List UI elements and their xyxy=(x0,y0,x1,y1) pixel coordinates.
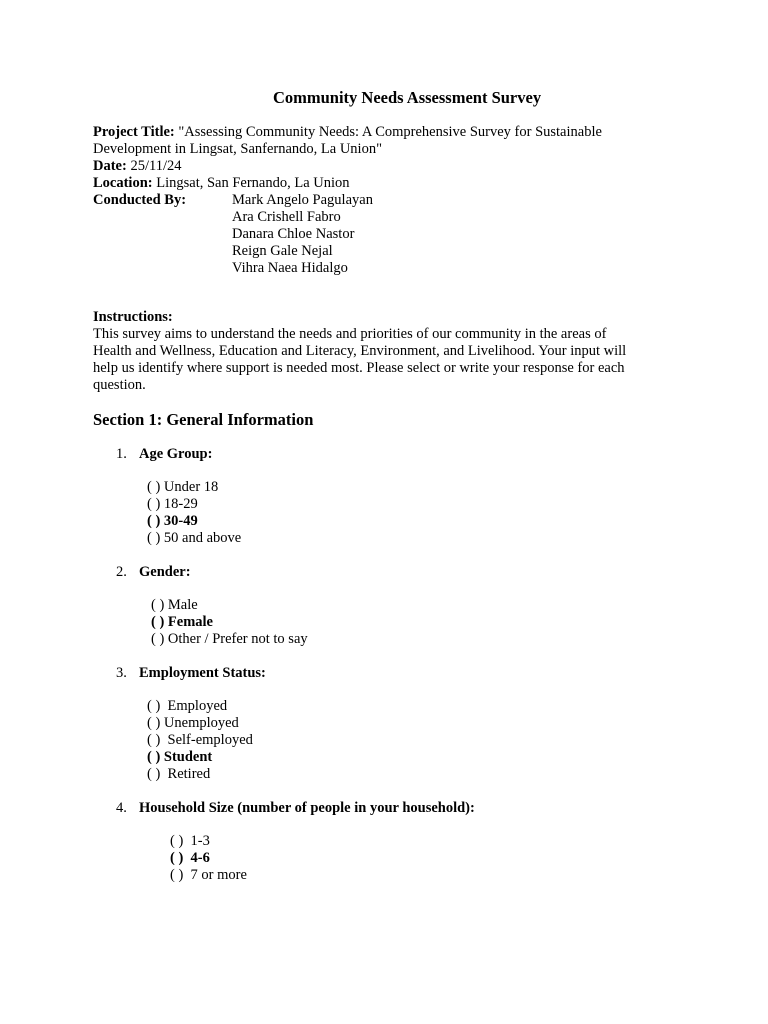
option-employed[interactable]: ( ) Employed xyxy=(147,698,228,714)
conducted-by-label: Conducted By: xyxy=(93,192,187,208)
option-under-18[interactable]: ( ) Under 18 xyxy=(147,479,219,495)
option-4-6-selected[interactable]: ( ) 4-6 xyxy=(170,850,210,866)
option-18-29[interactable]: ( ) 18-29 xyxy=(147,496,198,512)
conducted-by xyxy=(93,192,683,277)
project-title-line xyxy=(93,124,683,141)
researcher-name: Danara Chloe Nastor xyxy=(232,226,355,242)
project-title-label: Project Title: xyxy=(93,124,175,140)
option-30-49-selected[interactable]: ( ) 30-49 xyxy=(147,513,198,529)
researcher-name: Reign Gale Nejal xyxy=(232,243,333,259)
question-text: Employment Status: xyxy=(139,665,266,681)
document-title: Community Needs Assessment Survey xyxy=(272,88,542,107)
question-text: Gender: xyxy=(139,564,191,580)
instructions-block xyxy=(93,309,683,394)
date-value: 25/11/24 xyxy=(126,158,182,174)
question-number: 4. xyxy=(116,800,127,816)
instructions-text-line: Health and Wellness, Education and Literacy, Environment, and Livelihood. Your input will xyxy=(93,343,627,359)
option-1-3[interactable]: ( ) 1-3 xyxy=(170,833,210,849)
section-1-heading: Section 1: General Information xyxy=(93,410,314,429)
option-self-employed[interactable]: ( ) Self-employed xyxy=(147,732,253,748)
researcher-name: Vihra Naea Hidalgo xyxy=(232,260,348,276)
instructions-label: Instructions: xyxy=(93,309,173,325)
instructions-text-line: This survey aims to understand the needs and priorities of our community in the areas of xyxy=(93,326,607,342)
options-list xyxy=(151,597,308,648)
project-title-value: "Assessing Community Needs: A Comprehensive Survey for Sustainable xyxy=(174,124,602,140)
instructions-text-line: help us identify where support is needed most. Please select or write your response for each xyxy=(93,360,625,376)
question-number: 3. xyxy=(116,665,127,681)
options-list xyxy=(147,479,241,547)
option-other[interactable]: ( ) Other / Prefer not to say xyxy=(151,631,308,647)
option-retired[interactable]: ( ) Retired xyxy=(147,766,211,782)
location-label: Location: xyxy=(93,175,153,191)
question-text: Age Group: xyxy=(139,446,213,462)
date-line xyxy=(93,158,683,175)
options-list xyxy=(147,698,253,783)
option-50-and-above[interactable]: ( ) 50 and above xyxy=(147,530,242,546)
conducted-by-names xyxy=(232,192,373,277)
question-number: 1. xyxy=(116,446,127,462)
location-value: Lingsat, San Fernando, La Union xyxy=(152,175,350,191)
option-unemployed[interactable]: ( ) Unemployed xyxy=(147,715,239,731)
project-metadata xyxy=(93,124,683,277)
date-label: Date: xyxy=(93,158,127,174)
project-title-continuation: Development in Lingsat, Sanfernando, La Union" xyxy=(93,141,383,157)
question-number: 2. xyxy=(116,564,127,580)
option-male[interactable]: ( ) Male xyxy=(151,597,198,613)
option-7-or-more[interactable]: ( ) 7 or more xyxy=(170,867,247,883)
instructions-text-line: question. xyxy=(93,377,146,393)
question-text: Household Size (number of people in your household): xyxy=(139,800,475,816)
researcher-name: Ara Crishell Fabro xyxy=(232,209,341,225)
option-student-selected[interactable]: ( ) Student xyxy=(147,749,213,765)
options-list xyxy=(170,833,247,884)
option-female-selected[interactable]: ( ) Female xyxy=(151,614,213,630)
location-line xyxy=(93,175,683,192)
researcher-name: Mark Angelo Pagulayan xyxy=(232,192,373,208)
